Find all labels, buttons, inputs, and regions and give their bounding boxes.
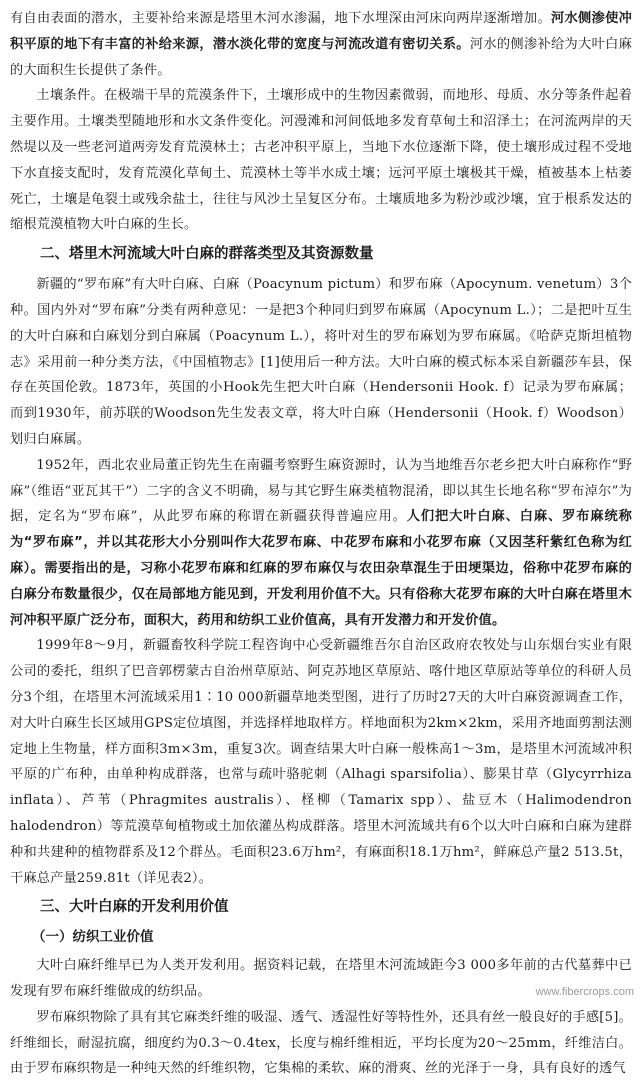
section-heading-community-types: 二、塔里木河流域大叶白麻的群落类型及其资源数量 — [40, 246, 374, 263]
groundwater-bold-text: 河水侧渗使冲积平原的地下有丰富的补给来源，潜水淡化带的宽度与河流改道有密切关系。 — [10, 11, 632, 52]
paragraph-survey: 1999年8～9月，新疆畜牧科学院工程咨询中心受新疆维吾尔自治区政府农牧处与山东烟台实业有限公司的委托，组织了巴音郭楞蒙古自治州草原站、阿克苏地区草原站、喀什地区草原站等单位的科研人员分3个组，在塔里木河流域采用1∶10 000新疆草地类型图，进行了历时27天的大叶白麻资源调查工作，对大叶白麻生长区域用GPS定位填图，并选择样地取样方。样地面积为2km×2km，采用齐地面剪割法测定地上生物量，样方面积3m×3m，重复3次。调查结果大叶白麻一般株高1～3m，是塔里木河流域冲积平原的广布种，由单种构成群落，也常与疏叶骆驼刺（Alhagi sparsifolia）、膨果甘草（Glycyrrhiza inflata）、芦苇（Phragmites australis）、柽柳（Tamarix spp）、盐豆木（Halimodendron halodendron）等荒漠草甸植物或土加依灌丛构成群落。塔里木河流域共有6个以大叶白麻和白麻为建群种和共建种的植物群系及12个群丛。毛面积23.6万hm²，有麻面积18.1万hm²，鲜麻总产量2 513.5t，干麻总产量259.81t（详见表2）。 — [10, 638, 632, 886]
paragraph-fabric-properties: 罗布麻织物除了具有其它麻类纤维的吸湿、透气、透湿性好等特性外，还具有丝一般良好的手感[5]。纤维细长，耐湿抗腐，细度约为0.3～0.4tex，长度与棉纤维相近，平均长度为20～25mm，纤维洁白。由于罗布麻织物是一种纯天然的纤维织物，它集棉的柔软、麻的滑爽、丝的光泽于一身，具有良好的透气 — [10, 1009, 632, 1077]
naming-history-text: 1952年，西北农业局董正钧先生在南疆考察野生麻资源时，认为当地维吾尔老乡把大叶白麻称作“野麻”（维语“亚瓦其干”）二字的含义不明确，易与其它野生麻类植物混淆，即以其生长地名称“罗布淖尔”为据，定名为“罗布麻”，从此罗布麻的称谓在新疆获得普遍应用。 — [10, 457, 632, 525]
groundwater-text: 有自由表面的潜水，主要补给来源是塔里木河水渗漏，地下水埋深由河床向两岸逐渐增加。 — [10, 11, 551, 26]
groundwater-tail-text: 河水的侧渗补给为大叶白麻的大面积生长提供了条件。 — [10, 36, 633, 78]
paragraph-taxonomy: 新疆的“罗布麻”有大叶白麻、白麻（Poacynum pictum）和罗布麻（Apocynum. venetum）3个种。国内外对“罗布麻”分类有两种意见：一是把3个种同归到罗布麻属（Apocynum L.）；二是把叶互生的大叶白麻和白麻划分到白麻属（Poacynum L.），将叶对生的罗布麻划为罗布麻属。《哈萨克斯坦植物志》采用前一种分类方法，《中国植物志》[1]使用后一种方法。大叶白麻的模式标本采自新疆莎车县，保存在英国伦敦。1873年，英国的小Hook先生把大叶白麻（Hendersonii Hook. f）记录为罗布麻属；而到1930年，前苏联的Woodson先生发表文章，将大叶白麻（Hendersonii（Hook. f）Woodson）划归白麻属。 — [10, 277, 632, 447]
paragraph-naming-history — [10, 453, 632, 634]
paragraph-fiber-history: 大叶白麻纤维早已为人类开发利用。据资料记载，在塔里木河流域距今3 000多年前的古代墓葬中已发现有罗布麻纤维做成的纺织品。 — [10, 958, 632, 1000]
site-watermark: www.fibercrops.com — [535, 986, 634, 998]
subsection-heading-textile: （一）纺织工业价值 — [32, 929, 154, 946]
paragraph-groundwater — [10, 6, 632, 83]
naming-history-bold-text: 人们把大叶白麻、白麻、罗布麻统称为“罗布麻”，并以其花形大小分别叫作大花罗布麻、中花罗布麻和小花罗布麻（又因茎秆紫红色称为红麻）。需要指出的是，习称小花罗布麻和红麻的罗布麻仅与农田杂草混生于田埂渠边，俗称中花罗布麻的白麻分布数量很少，仅在局部地方能见到，开发利用价值不大。只有俗称大花罗布麻的大叶白麻在塔里木河冲积平原广泛分布，面积大，药用和纺织工业价值高，具有开发潜力和开发价值。 — [10, 509, 632, 628]
section-heading-utilization-value: 三、大叶白麻的开发利用价值 — [40, 899, 229, 916]
paragraph-soil: 土壤条件。在极端干旱的荒漠条件下，土壤形成中的生物因素微弱，而地形、母质、水分等条件起着主要作用。土壤类型随地形和水文条件变化。河漫滩和河间低地多发育草甸土和沼泽土；在河流两岸的天然堤以及一些老河道两旁发育荒漠林土；古老冲积平原上，当地下水位逐渐下降，使土壤形成过程不受地下水直接支配时，发育荒漠化草甸土、荒漠林土等半水成土壤；远河平原土壤极其干燥，植被基本上枯萎死亡，土壤是龟裂土或残余盐土，往往与风沙土呈复区分布。土壤质地多为粉沙或沙壤，宜于根系发达的缩根荒漠植物大叶白麻的生长。 — [10, 88, 632, 233]
